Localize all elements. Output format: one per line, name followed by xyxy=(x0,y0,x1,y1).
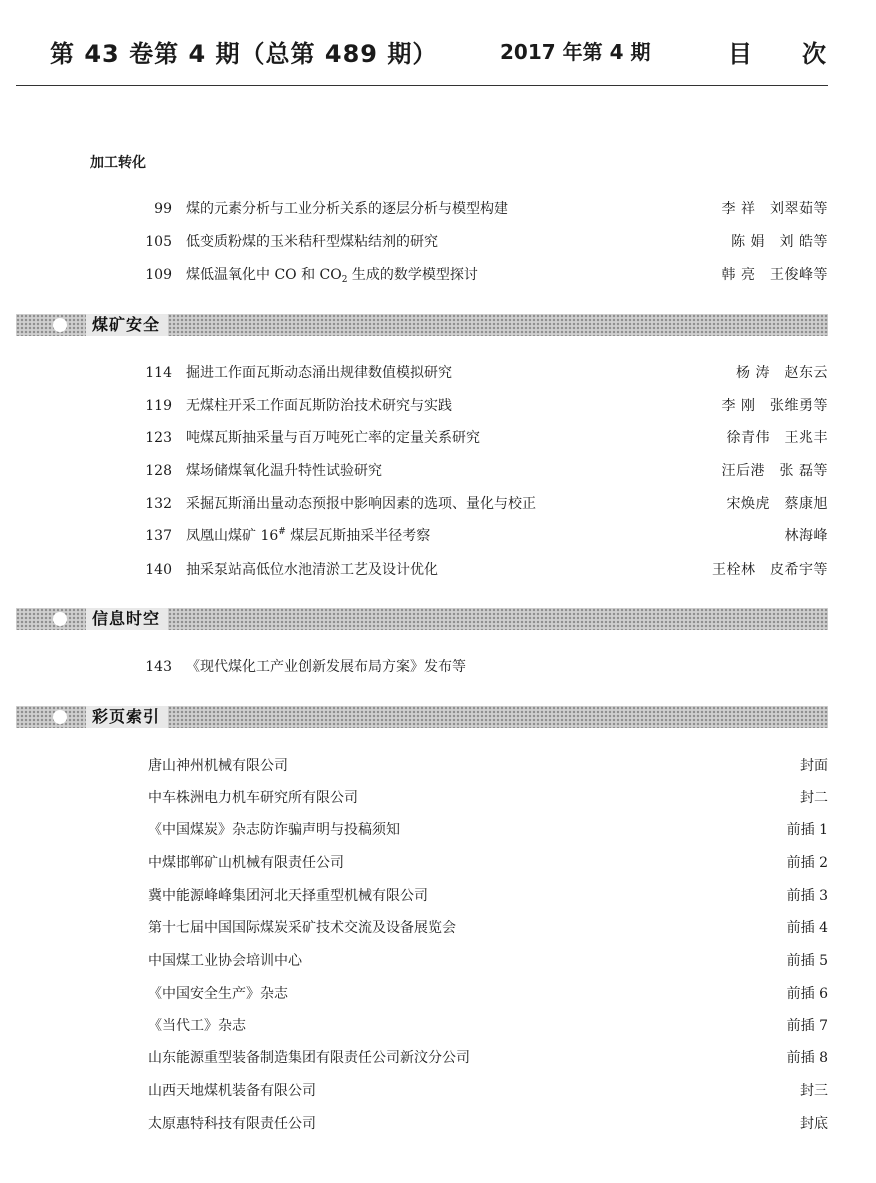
section-title-info: 信息时空 xyxy=(86,608,168,630)
ad-location: 封面 xyxy=(800,758,828,774)
entry-page: 114 xyxy=(145,365,172,381)
ad-index-item[interactable] xyxy=(0,851,853,875)
header-rule xyxy=(16,85,828,86)
ad-location: 前插 5 xyxy=(786,953,828,969)
toc-entry[interactable] xyxy=(0,459,853,483)
entry-page: 119 xyxy=(145,398,172,414)
section-band-safety xyxy=(16,314,828,336)
entry-title: 吨煤瓦斯抽采量与百万吨死亡率的定量关系研究 xyxy=(186,430,480,446)
toc-entry[interactable] xyxy=(0,524,853,548)
ad-index-item[interactable] xyxy=(0,916,853,940)
ad-location: 前插 2 xyxy=(786,855,828,871)
entry-title: 《现代煤化工产业创新发展布局方案》发布等 xyxy=(186,659,466,675)
ad-name: 第十七届中国国际煤炭采矿技术交流及设备展览会 xyxy=(148,920,456,936)
ad-index-item[interactable] xyxy=(0,818,853,842)
bullet-dot-icon xyxy=(53,612,67,626)
toc-entry[interactable] xyxy=(0,197,853,221)
entry-author: 陈 娟 刘 皓等 xyxy=(731,234,828,250)
ad-index-item[interactable] xyxy=(0,1079,853,1103)
ad-location: 前插 8 xyxy=(786,1050,828,1066)
ad-location: 前插 6 xyxy=(786,986,828,1002)
ad-name: 山西天地煤机装备有限公司 xyxy=(148,1083,316,1099)
ad-name: 冀中能源峰峰集团河北天择重型机械有限公司 xyxy=(148,888,428,904)
toc-entry[interactable] xyxy=(0,426,853,450)
entry-author: 杨 涛 赵东云 xyxy=(736,365,828,381)
ad-index-item[interactable] xyxy=(0,1046,853,1070)
entry-title: 抽采泵站高低位水池清淤工艺及设计优化 xyxy=(186,562,438,578)
ad-index-item[interactable] xyxy=(0,1112,853,1136)
ad-name: 唐山神州机械有限公司 xyxy=(148,758,288,774)
toc-entry[interactable] xyxy=(0,394,853,418)
entry-page: 132 xyxy=(145,496,172,512)
bullet-dot-icon xyxy=(53,318,67,332)
entry-author: 李 祥 刘翠茹等 xyxy=(721,201,828,217)
entry-title: 低变质粉煤的玉米秸秆型煤粘结剂的研究 xyxy=(186,234,438,250)
entry-author: 王栓林 皮希宇等 xyxy=(712,562,828,578)
ad-name: 中国煤工业协会培训中心 xyxy=(148,953,302,969)
ad-location: 封三 xyxy=(800,1083,828,1099)
section-title-safety: 煤矿安全 xyxy=(86,314,168,336)
entry-page: 137 xyxy=(145,528,172,544)
entry-page: 128 xyxy=(145,463,172,479)
entry-author: 林海峰 xyxy=(784,528,828,544)
ad-location: 前插 4 xyxy=(786,920,828,936)
entry-author: 汪后港 张 磊等 xyxy=(721,463,828,479)
section-band-info xyxy=(16,608,828,630)
volume-issue: 第 43 卷第 4 期（总第 489 期） xyxy=(50,40,438,68)
ad-name: 《中国煤炭》杂志防诈骗声明与投稿须知 xyxy=(148,822,400,838)
ad-location: 封底 xyxy=(800,1116,828,1132)
ad-index-item[interactable] xyxy=(0,754,853,778)
entry-author: 韩 亮 王俊峰等 xyxy=(721,267,828,283)
ad-location: 前插 1 xyxy=(786,822,828,838)
ad-index-item[interactable] xyxy=(0,1014,853,1038)
ad-name: 中车株洲电力机车研究所有限公司 xyxy=(148,790,358,806)
section-title-processing: 加工转化 xyxy=(90,155,146,171)
ad-index-item[interactable] xyxy=(0,949,853,973)
toc-entry[interactable] xyxy=(0,492,853,516)
toc-entry[interactable] xyxy=(0,263,853,287)
section-title-ads: 彩页索引 xyxy=(86,706,168,728)
toc-entry[interactable] xyxy=(0,655,853,679)
ad-name: 太原惠特科技有限责任公司 xyxy=(148,1116,316,1132)
entry-author: 宋焕虎 蔡康旭 xyxy=(726,496,828,512)
ad-index-item[interactable] xyxy=(0,884,853,908)
ad-location: 前插 3 xyxy=(786,888,828,904)
toc-entry[interactable] xyxy=(0,558,853,582)
entry-page: 109 xyxy=(145,267,172,283)
toc-entry[interactable] xyxy=(0,361,853,385)
entry-author: 李 刚 张维勇等 xyxy=(721,398,828,414)
toc-heading: 目次 xyxy=(728,40,876,68)
entry-author: 徐青伟 王兆丰 xyxy=(726,430,828,446)
entry-title: 煤场储煤氧化温升特性试验研究 xyxy=(186,463,382,479)
entry-title: 煤低温氧化中 CO 和 $CO_2$ 生成的数学模型探讨 xyxy=(186,267,478,285)
entry-page: 143 xyxy=(145,659,172,675)
ad-location: 封二 xyxy=(800,790,828,806)
issue-date: 2017 年第 4 期 xyxy=(500,40,651,64)
toc-entry[interactable] xyxy=(0,230,853,254)
entry-title: 掘进工作面瓦斯动态涌出规律数值模拟研究 xyxy=(186,365,452,381)
ad-name: 山东能源重型装备制造集团有限责任公司新汶分公司 xyxy=(148,1050,470,1066)
ad-name: 《中国安全生产》杂志 xyxy=(148,986,288,1002)
entry-title: 采掘瓦斯涌出量动态预报中影响因素的选项、量化与校正 xyxy=(186,496,536,512)
ad-index-item[interactable] xyxy=(0,786,853,810)
bullet-dot-icon xyxy=(53,710,67,724)
ad-name: 《当代工》杂志 xyxy=(148,1018,246,1034)
page-header xyxy=(0,0,876,88)
ad-location: 前插 7 xyxy=(786,1018,828,1034)
entry-title: 无煤柱开采工作面瓦斯防治技术研究与实践 xyxy=(186,398,452,414)
entry-title: 凤凰山煤矿 16# 煤层瓦斯抽采半径考察 xyxy=(186,527,431,544)
section-band-ads xyxy=(16,706,828,728)
entry-page: 123 xyxy=(145,430,172,446)
entry-title: 煤的元素分析与工业分析关系的逐层分析与模型构建 xyxy=(186,201,508,217)
entry-page: 99 xyxy=(154,201,172,217)
ad-index-item[interactable] xyxy=(0,982,853,1006)
ad-name: 中煤邯郸矿山机械有限责任公司 xyxy=(148,855,344,871)
entry-page: 105 xyxy=(145,234,172,250)
entry-page: 140 xyxy=(145,562,172,578)
